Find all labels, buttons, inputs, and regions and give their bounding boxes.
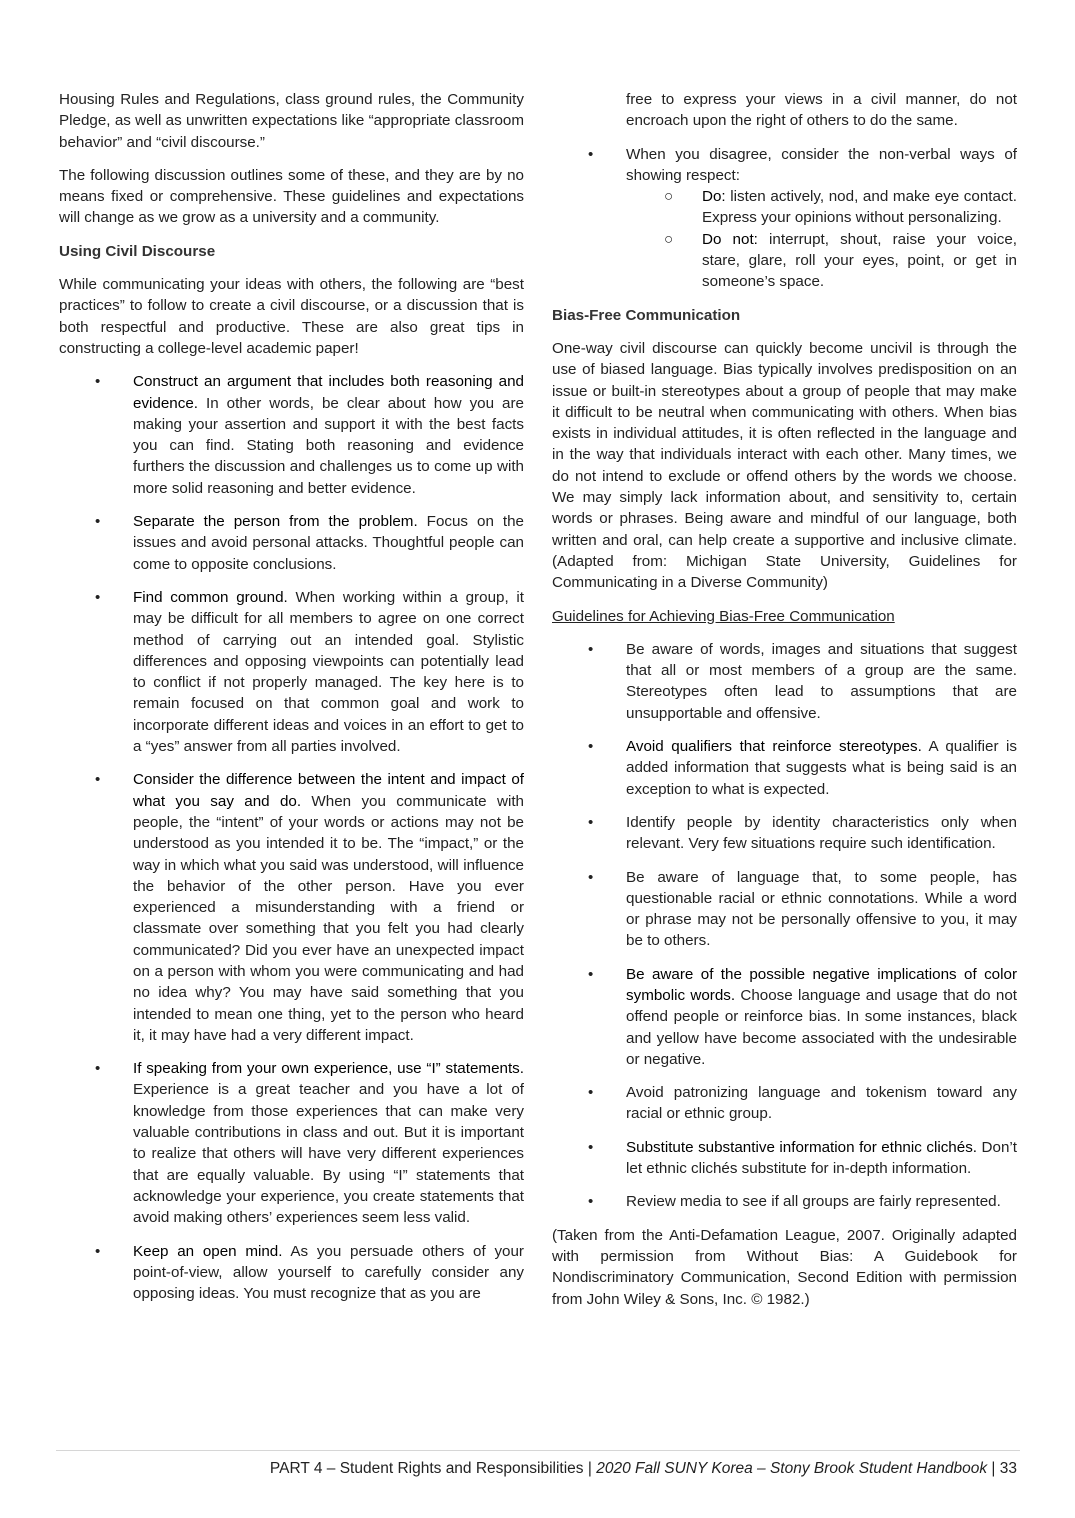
list-item-lead: Find common ground.: [133, 588, 288, 606]
list-item-text: Identify people by identity characteristics only when relevant. Very few situations require such identification.: [626, 813, 1017, 853]
list-item: [552, 964, 1017, 1070]
list-item: [59, 587, 524, 757]
list-item-lead: Separate the person from the problem.: [133, 513, 418, 531]
list-item-text: Avoid patronizing language and tokenism toward any racial or ethnic group.: [626, 1084, 1017, 1123]
footer-title: 2020 Fall SUNY Korea – Stony Brook Student Handbook: [596, 1460, 988, 1477]
bullet-icon: •: [95, 588, 101, 606]
bullet-icon: •: [588, 640, 594, 658]
list-item: [59, 769, 524, 1046]
guidelines-list: [552, 639, 1017, 1213]
list-item: [552, 639, 1017, 724]
page-footer: [270, 1460, 1017, 1478]
list-item-text: Experience is a great teacher and you have a lot of knowledge from those experiences that can make very valuable contributions in class and out. But it is important to realize that others will have very different experiences that are equally valuable. By using “I” statements that acknowledge your experience, you create statements that avoid making others’ experiences seem less valid.: [133, 1081, 524, 1227]
citation: (Taken from the Anti-Defamation League, 2007. Originally adapted with permission from Without Bias: A Guidebook for Nondiscriminatory Communication, Second Edition with permission from John Wiley & Sons, Inc. © 1982.): [552, 1226, 1017, 1308]
footer-separator: |: [583, 1460, 597, 1477]
respect-list: [552, 144, 1017, 293]
list-item-lead: Avoid qualifiers that reinforce stereotypes.: [626, 738, 922, 756]
list-item: [552, 812, 1017, 855]
list-item-lead: Be aware of the possible negative implications of color symbolic words.: [626, 965, 1017, 1004]
bullet-icon: •: [588, 145, 594, 163]
list-item: [59, 371, 524, 499]
list-item-text: When you communicate with people, the “intent” of your words or actions may not be understood as you intended it to be. The “impact,” or the way in which what you said was understood, will influence the behavior of the other person. Have you ever experienced a misunderstanding with a friend or classmate over something that you felt you had clearly communicated? Did you ever have an unexpected impact on a person with whom you were communicating and had no idea why? You may have said something that you intended to mean one thing, yet to the person who heard it, it may have had a very different impact.: [133, 792, 524, 1044]
sub-list-item-lead: Do:: [702, 188, 726, 206]
list-item-lead: Consider the difference between the intent and impact of what you say and do.: [133, 771, 524, 810]
bullet-icon: •: [95, 373, 101, 391]
list-item: [59, 1058, 524, 1228]
section-intro: While communicating your ideas with others, the following are “best practices” to follow to create a civil discourse, or a discussion that is both respectful and productive. These are also great tips in constructing a college-level academic paper!: [59, 276, 524, 357]
list-item: [59, 1241, 524, 1305]
bullet-icon: •: [588, 1084, 594, 1102]
list-item: [552, 1191, 1017, 1212]
sub-list: [626, 186, 1017, 292]
section-heading-bias-free: Bias-Free Communication: [552, 306, 741, 324]
circle-bullet-icon: ○: [664, 230, 674, 248]
list-item-continuation: free to express your views in a civil manner, do not encroach upon the right of others to do the same.: [626, 91, 1017, 130]
list-item-text: When working within a group, it may be difficult for all members to agree on one correct method of carrying out an intended goal. Stylistic differences and opposing viewpoints can potentially lead to conflict if not properly managed. The key here is to remain focused on that common goal and work to incorporate different ideas and voices in an effort to get to a “yes” answer from all parties involved.: [133, 588, 524, 756]
sub-list-item: [626, 229, 1017, 293]
list-item-text: When you disagree, consider the non-verbal ways of showing respect:: [626, 145, 1017, 184]
left-column: [59, 89, 524, 1316]
footer-part: PART 4 – Student Rights and Responsibilities: [269, 1460, 584, 1477]
list-item-text: A qualifier is added information that suggests what is being said is an exception to what is expected.: [626, 738, 1018, 798]
bullet-icon: •: [588, 813, 594, 831]
list-item-lead: Substitute substantive information for ethnic clichés.: [626, 1138, 978, 1156]
list-item-lead: Keep an open mind.: [133, 1242, 283, 1260]
bullet-icon: •: [588, 868, 594, 886]
bullet-icon: •: [588, 1193, 594, 1211]
bullet-icon: •: [95, 1060, 101, 1078]
guidelines-heading: Guidelines for Achieving Bias-Free Communication: [552, 607, 895, 625]
list-item: [552, 867, 1017, 952]
list-item-text: Don’t let ethnic clichés substitute for in-depth information.: [626, 1138, 1017, 1178]
page-number: 33: [999, 1460, 1017, 1477]
bullet-icon: •: [588, 1138, 594, 1156]
sub-list-item-lead: Do not:: [702, 230, 758, 248]
list-item-text: In other words, be clear about how you are making your assertion and support it with the best facts you can find. Stating both reasoning and evidence furthers the discussion and challenges us to come up with more solid reasoning and better evidence.: [133, 394, 524, 497]
intro-paragraph: The following discussion outlines some of these, and they are by no means fixed or comprehensive. These guidelines and expectations will change as we grow as a university and a community.: [59, 166, 524, 227]
bullet-icon: •: [95, 771, 101, 789]
list-item-text: As you persuade others of your point-of-view, allow yourself to carefully consider any opposing ideas. You must recognize that as you are: [133, 1242, 524, 1303]
list-item-lead: If speaking from your own experience, use “I” statements.: [133, 1060, 524, 1078]
list-item-text: Review media to see if all groups are fairly represented.: [626, 1193, 1001, 1211]
list-item: [552, 736, 1017, 800]
list-item: [552, 144, 1017, 293]
sub-list-item-text: listen actively, nod, and make eye contact. Express your opinions without personalizing.: [702, 188, 1017, 227]
bullet-icon: •: [95, 1242, 101, 1260]
intro-paragraph: Housing Rules and Regulations, class ground rules, the Community Pledge, as well as unwritten expectations like “appropriate classroom behavior” and “civil discourse.”: [59, 91, 524, 151]
bullet-icon: •: [588, 965, 594, 983]
right-column: [552, 89, 1017, 1322]
circle-bullet-icon: ○: [664, 188, 674, 206]
section-paragraph: One-way civil discourse can quickly become uncivil is through the use of biased language. Bias typically involves predisposition on an issue or built-in stereotypes about a group of people that may make it difficult to be neutral when communicating with others. When bias exists in individual attitudes, it is often reflected in the language and in the way that individuals interact with each other. Many times, we do not intend to exclude or offend others by the words we choose. We may simply lack information about, and sensitivity to, certain words or phrases. Being aware and mindful of our language, both written and oral, can help create a supportive and inclusive climate. (Adapted from: Michigan State University, Guidelines for Communicating in a Diverse Community): [552, 339, 1017, 592]
list-item-text: Be aware of words, images and situations that suggest that all or most members of a group are the same. Stereotypes often lead to assumptions that are unsupportable and offensive.: [626, 640, 1017, 722]
list-item: [59, 511, 524, 575]
list-item-text: Be aware of language that, to some people, has questionable racial or ethnic connotations. While a word or phrase may not be personally offensive to you, it may be to others.: [626, 868, 1017, 950]
list-item-text: Choose language and usage that do not offend people or reinforce bias. In some instances, black and yellow have become associated with the undesirable or negative.: [626, 986, 1017, 1068]
list-item-lead: Construct an argument that includes both reasoning and evidence.: [133, 373, 524, 412]
list-item: [552, 1082, 1017, 1125]
civil-discourse-list: [59, 371, 524, 1304]
section-heading-civil-discourse: Using Civil Discourse: [59, 242, 216, 260]
list-item: [552, 1137, 1017, 1180]
footer-divider: [56, 1450, 1020, 1451]
sub-list-item-text: interrupt, shout, raise your voice, stare, glare, roll your eyes, point, or get in someone’s space.: [702, 230, 1018, 291]
sub-list-item: [626, 186, 1017, 229]
footer-separator: |: [987, 1460, 1000, 1477]
list-item-text: Focus on the issues and avoid personal attacks. Thoughtful people can come to opposite conclusions.: [133, 513, 524, 573]
bullet-icon: •: [95, 513, 101, 531]
bullet-icon: •: [588, 738, 594, 756]
